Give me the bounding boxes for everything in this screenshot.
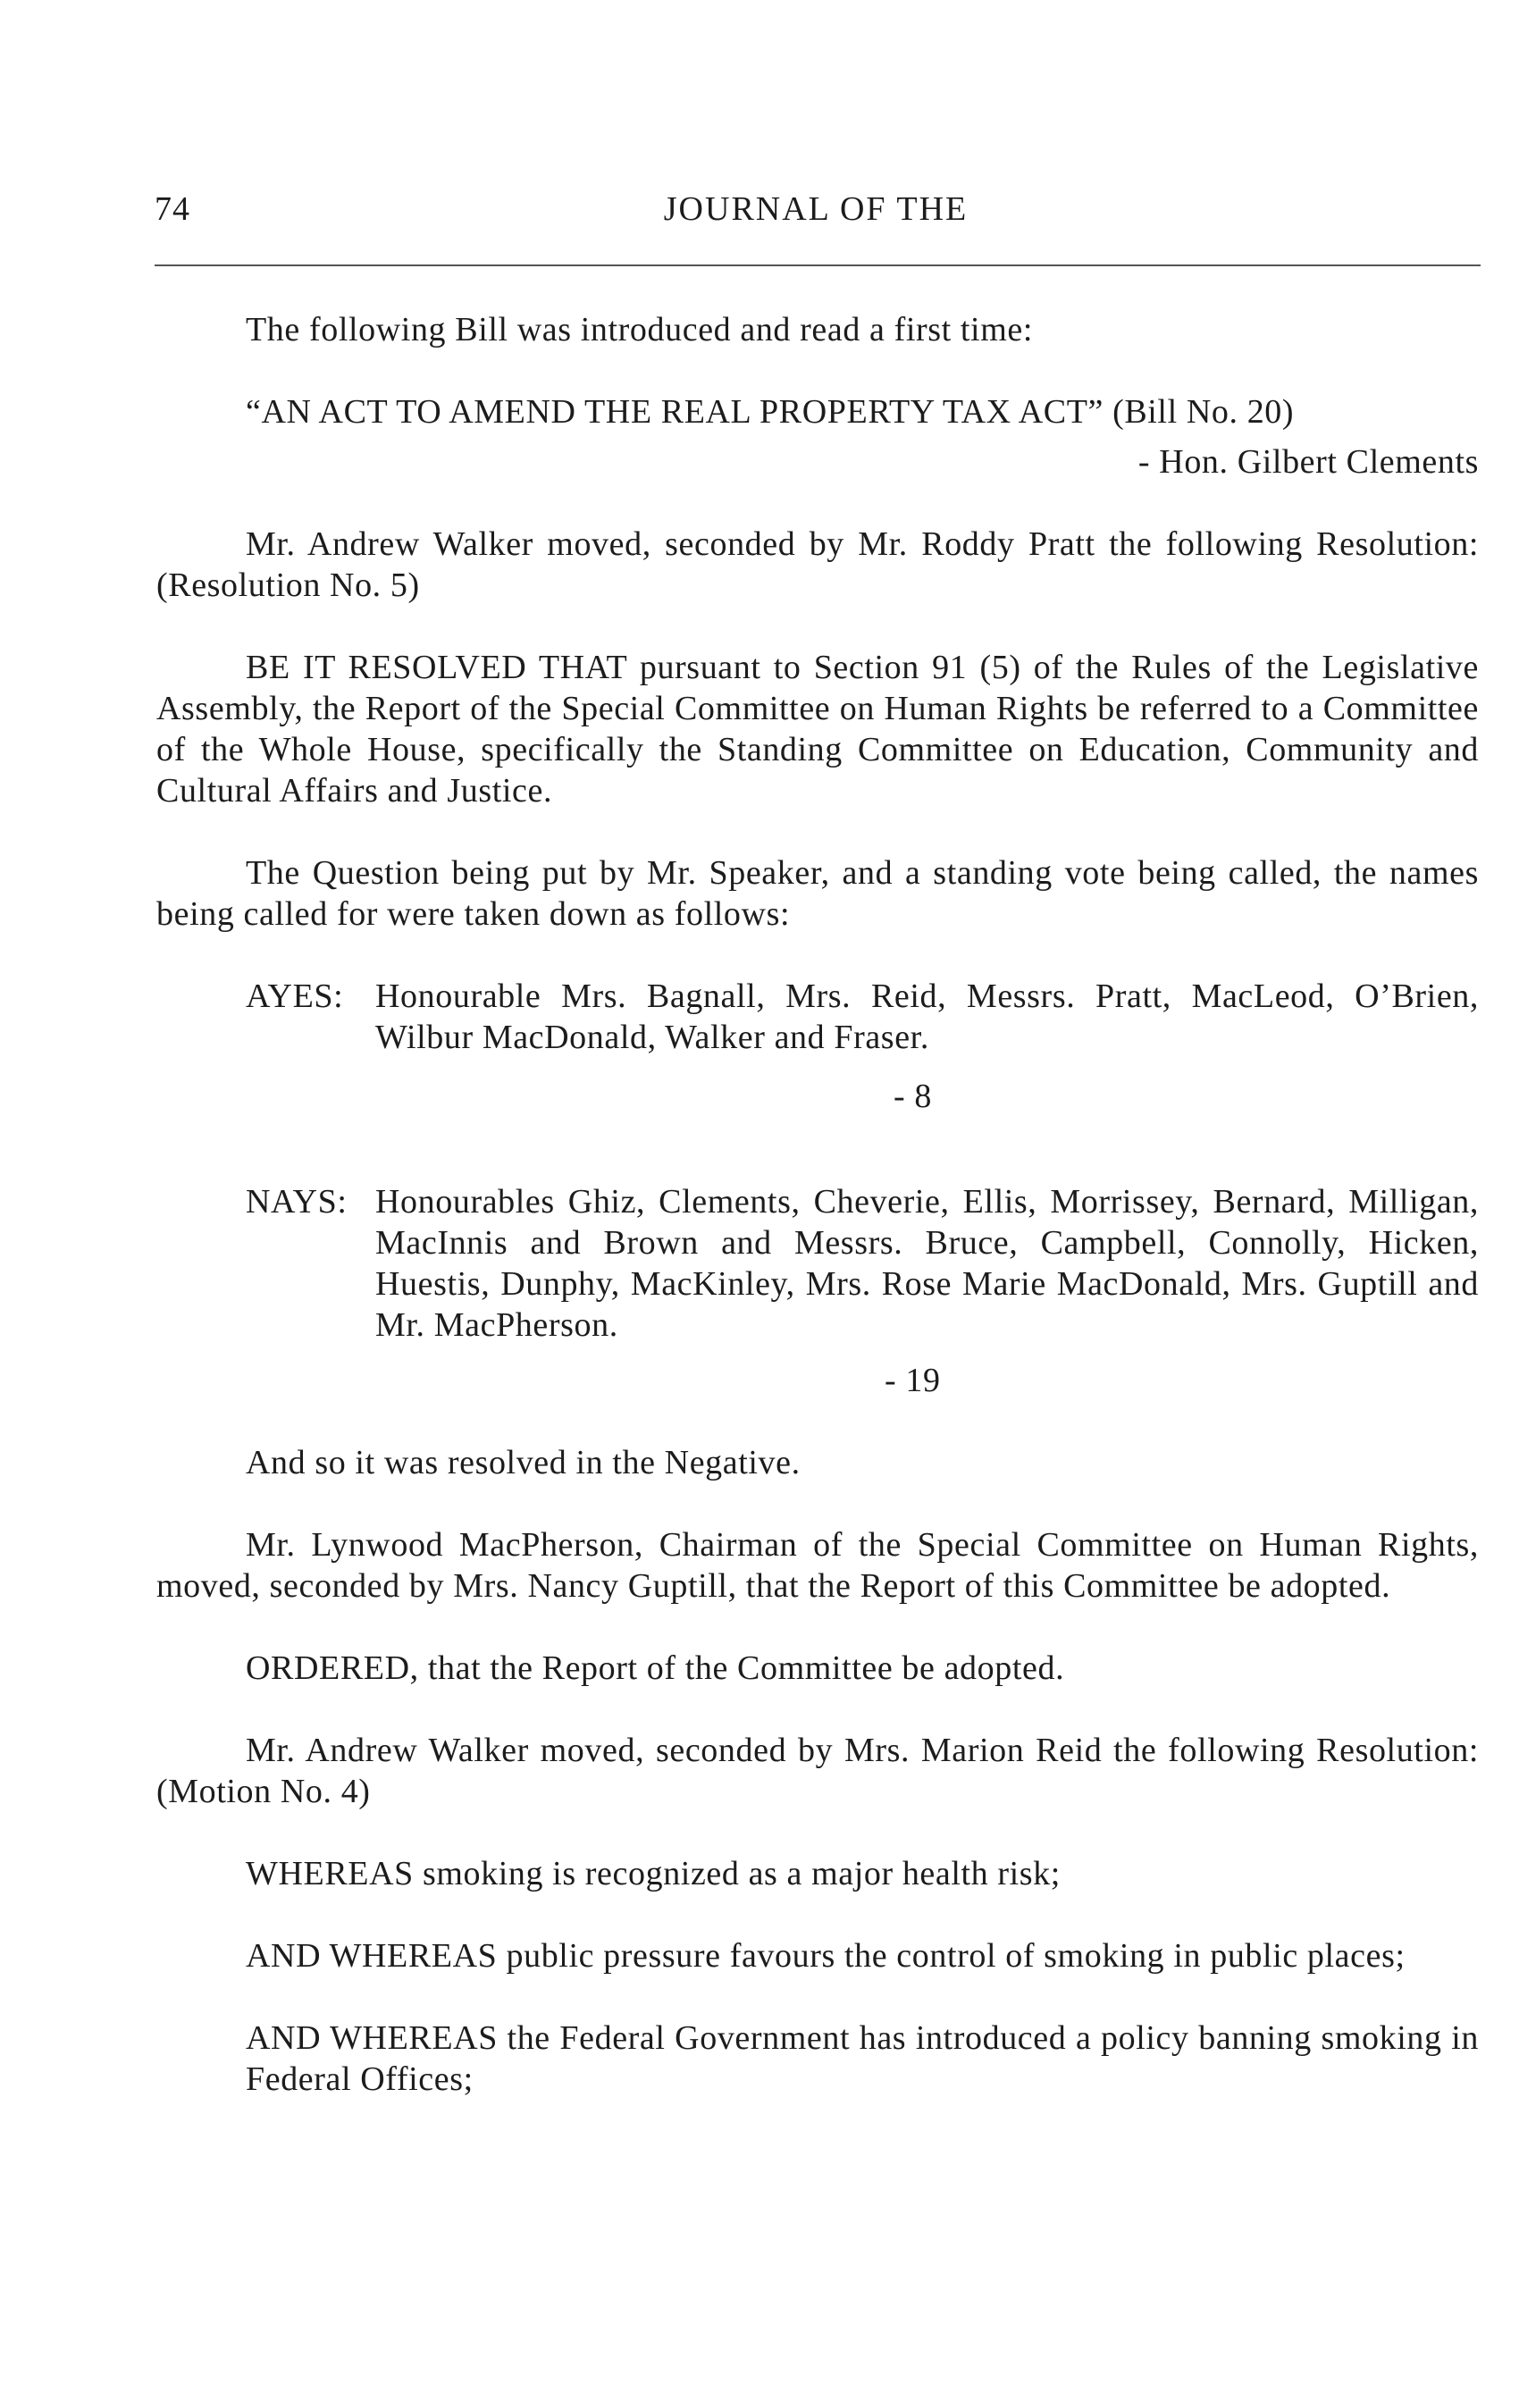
- whereas-clause-2: AND WHEREAS public pressure favours the control of smoking in public places;: [246, 1937, 1406, 1975]
- nays-block: [246, 1181, 1479, 1346]
- whereas-clause-1: WHEREAS smoking is recognized as a major health risk;: [246, 1855, 1061, 1892]
- ayes-names: Honourable Mrs. Bagnall, Mrs. Reid, Messrs. Pratt, MacLeod, O’Brien, Wilbur MacDonald, Walker and Fraser.: [375, 977, 1479, 1056]
- running-head: [155, 189, 1477, 243]
- nays-count: - 19: [885, 1362, 941, 1399]
- resolution-motion-paragraph: Mr. Andrew Walker moved, seconded by Mr. Roddy Pratt the following Resolution: (Resolution No. 5): [156, 525, 1479, 604]
- ayes-block: [246, 976, 1479, 1058]
- standing-vote-paragraph: The Question being put by Mr. Speaker, and a standing vote being called, the names being called for were taken down as follows:: [156, 854, 1479, 933]
- ayes-label: AYES:: [246, 977, 344, 1015]
- page-number: 74: [155, 190, 190, 228]
- report-motion-paragraph: Mr. Lynwood MacPherson, Chairman of the Special Committee on Human Rights, moved, seconded by Mrs. Nancy Guptill, that the Report of this Committee be adopted.: [156, 1526, 1479, 1605]
- nays-label: NAYS:: [246, 1183, 348, 1221]
- nays-names: Honourables Ghiz, Clements, Cheverie, Ellis, Morrissey, Bernard, Milligan, MacInnis and Brown and Messrs. Bruce, Campbell, Connolly, Hicken, Huestis, Dunphy, MacKinley, Mrs. Rose Marie MacDonald, Mrs. Guptill and Mr. MacPherson.: [375, 1183, 1479, 1344]
- journal-body: [156, 309, 1479, 2100]
- ayes-count: - 8: [894, 1078, 932, 1115]
- journal-title: JOURNAL OF THE: [663, 190, 969, 228]
- bill-title: “AN ACT TO AMEND THE REAL PROPERTY TAX ACT” (Bill No. 20): [246, 393, 1295, 431]
- bill-intro-paragraph: The following Bill was introduced and read a first time:: [246, 311, 1033, 348]
- smoking-motion-paragraph: Mr. Andrew Walker moved, seconded by Mrs. Marion Reid the following Resolution: (Motion No. 4): [156, 1732, 1479, 1810]
- ordered-paragraph: ORDERED, that the Report of the Committee be adopted.: [246, 1649, 1065, 1687]
- resolution-text-paragraph: BE IT RESOLVED THAT pursuant to Section 91 (5) of the Rules of the Legislative Assembly, the Report of the Special Committee on Human Rights be referred to a Committee of the Whole House, specifically the Standing Committee on Education, Community and Cultural Affairs and Justice.: [156, 649, 1479, 810]
- bill-sponsor: - Hon. Gilbert Clements: [1137, 443, 1479, 481]
- whereas-clause-3: AND WHEREAS the Federal Government has introduced a policy banning smoking in Federal Offices;: [246, 2019, 1479, 2098]
- vote-result-paragraph: And so it was resolved in the Negative.: [246, 1444, 801, 1481]
- header-rule: [155, 264, 1481, 266]
